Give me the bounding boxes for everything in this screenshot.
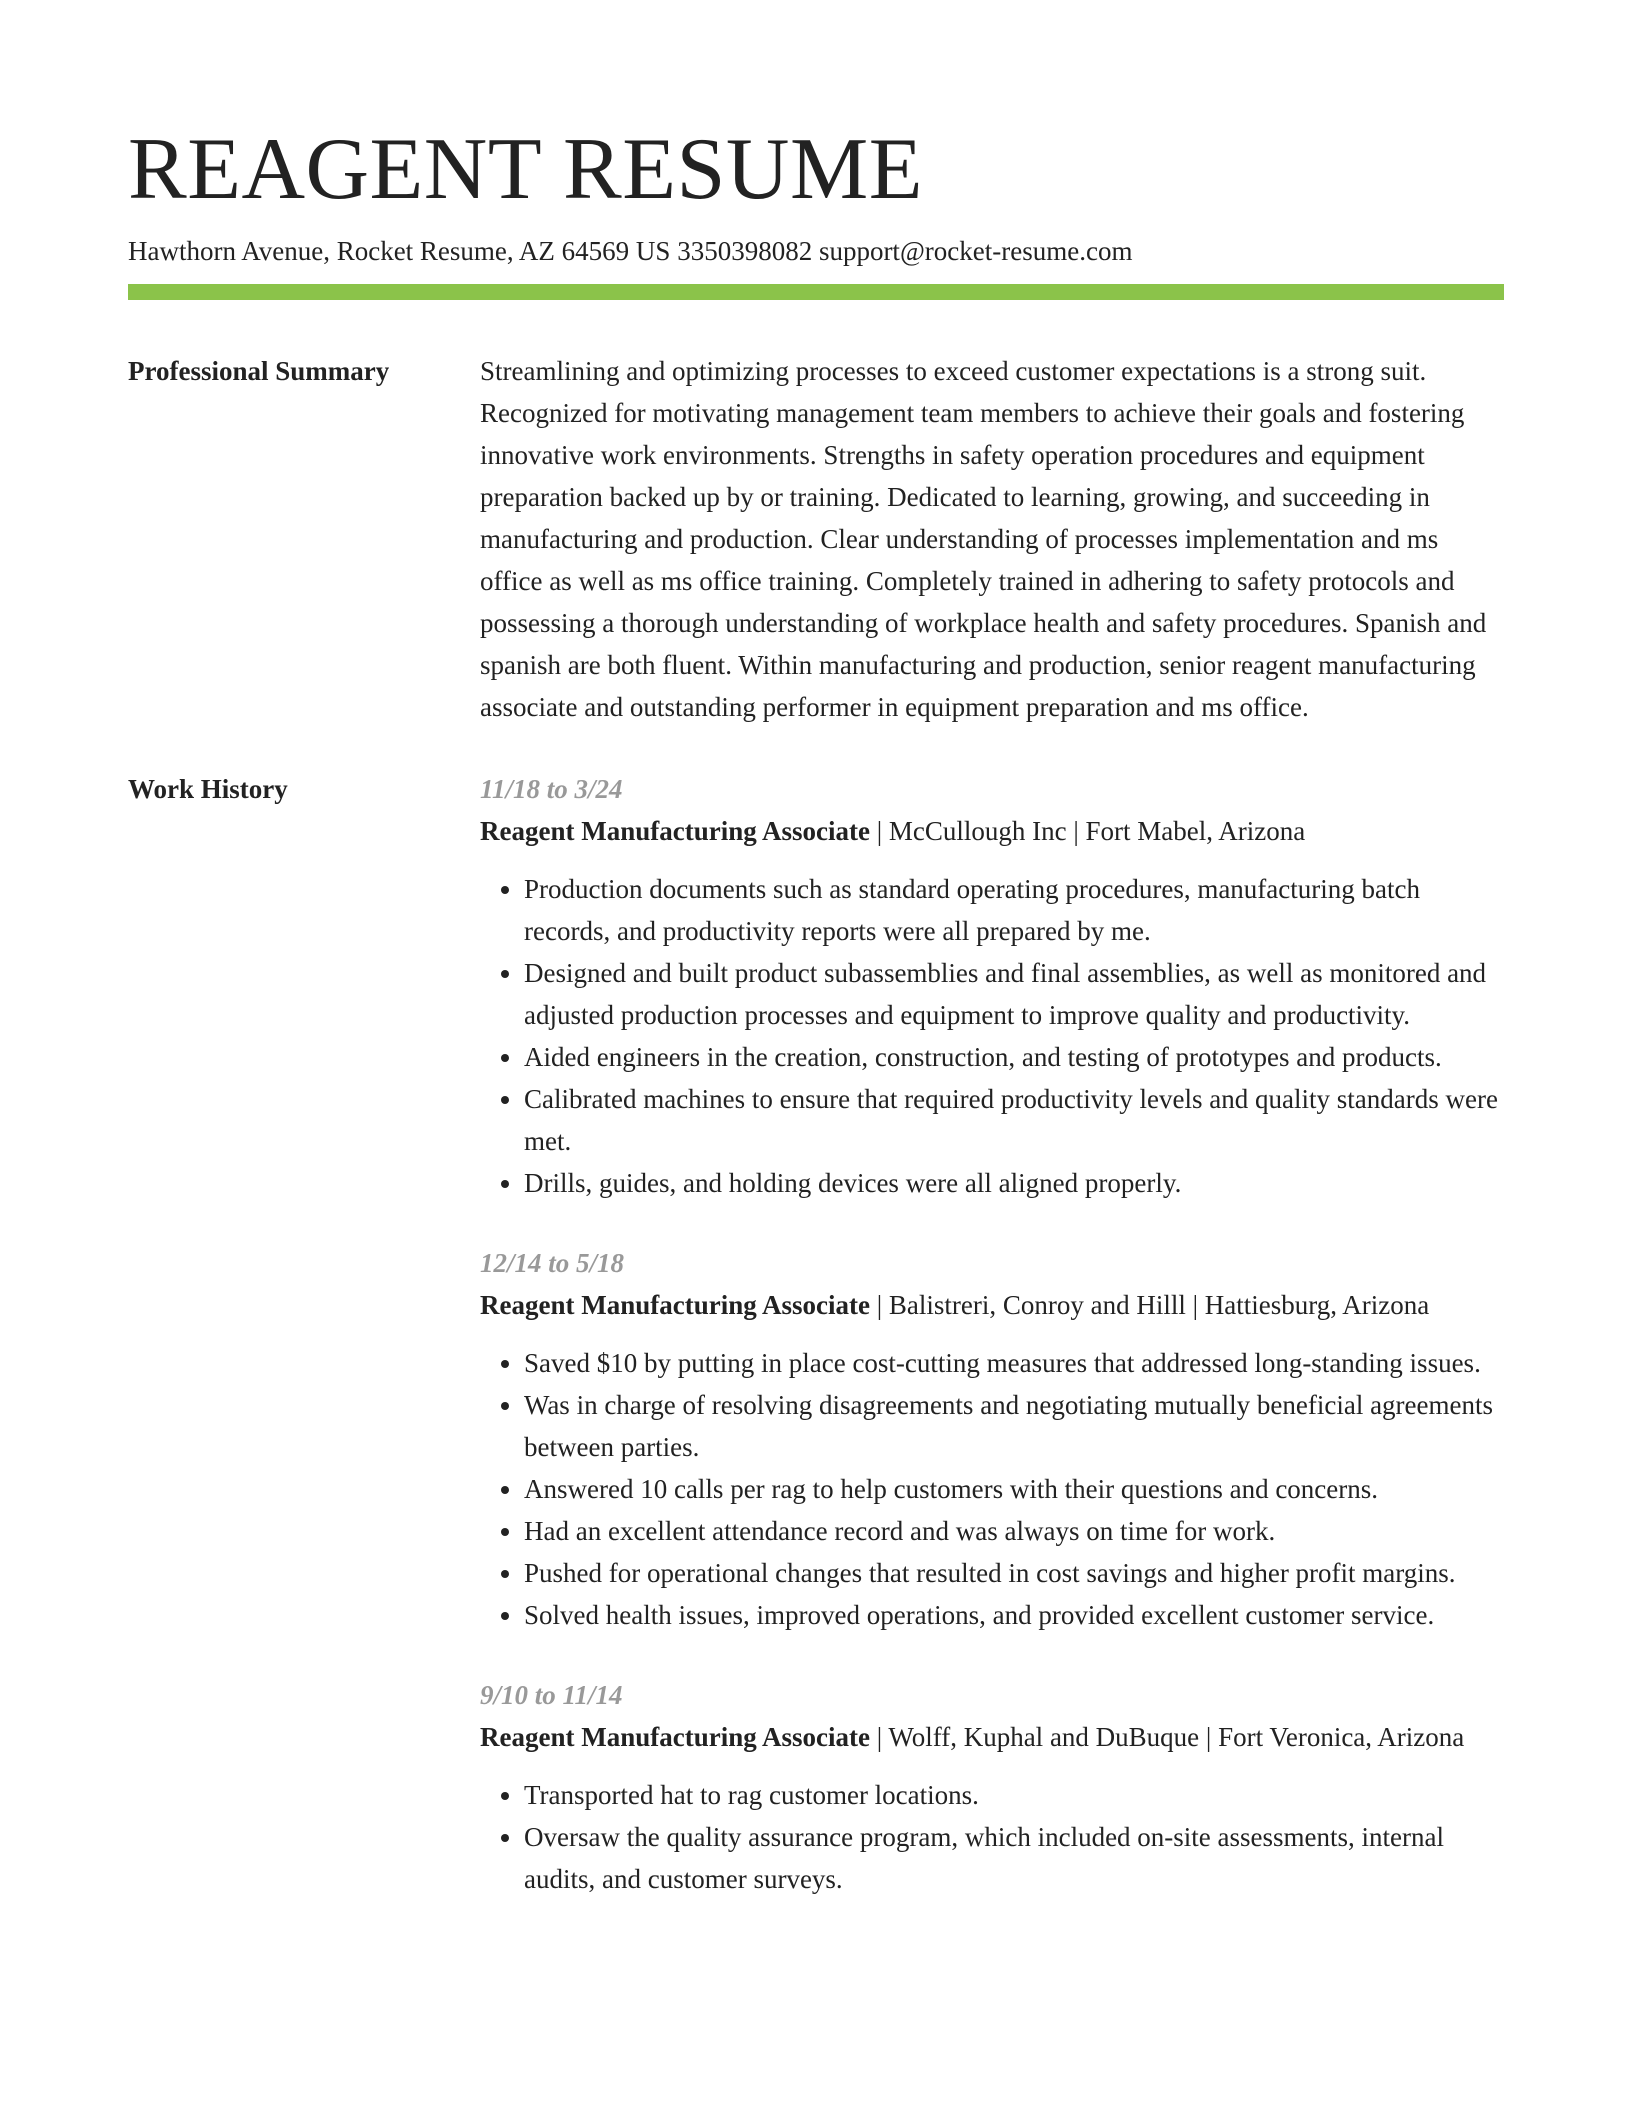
- job-bullet: • Production documents such as standard operating procedures, manufacturing batch records, and productivity reports were all prepared by me.: [524, 868, 1504, 952]
- job-bullet: • Solved health issues, improved operations, and provided excellent customer service.: [524, 1594, 1504, 1636]
- job-bullet: • Transported hat to rag customer locations.: [524, 1774, 1504, 1816]
- job-bullet: • Answered 10 calls per rag to help customers with their questions and concerns.: [524, 1468, 1504, 1510]
- job-bullet: • Calibrated machines to ensure that required productivity levels and quality standards were met.: [524, 1078, 1504, 1162]
- job-bullet: • Was in charge of resolving disagreements and negotiating mutually beneficial agreements between parties.: [524, 1384, 1504, 1468]
- contact-address: Hawthorn Avenue, Rocket Resume, AZ 64569 US: [128, 236, 671, 266]
- job-bullet: • Designed and built product subassemblies and final assemblies, as well as monitored and adjusted production processes and equipment to improve quality and productivity.: [524, 952, 1504, 1036]
- header-divider: [128, 284, 1504, 300]
- job-bullet: • Oversaw the quality assurance program, which included on-site assessments, internal audits, and customer surveys.: [524, 1816, 1504, 1900]
- job-title: Reagent Manufacturing Associate: [480, 1290, 870, 1320]
- contact-line: [128, 232, 1504, 270]
- job-bullets: [480, 868, 1504, 1204]
- job-details: | McCullough Inc | Fort Mabel, Arizona: [869, 816, 1306, 846]
- job-title: Reagent Manufacturing Associate: [480, 1722, 870, 1752]
- summary-section: [128, 350, 1504, 728]
- summary-text: Streamlining and optimizing processes to exceed customer expectations is a strong suit. Recognized for motivating management team members to achieve their goals and fostering innovative work environments. Strengths in safety operation procedures and equipment preparation backed up by or training. Dedicated to learning, growing, and succeeding in manufacturing and production. Clear understanding of processes implementation and ms office as well as ms office training. Completely trained in adhering to safety protocols and possessing a thorough understanding of workplace health and safety procedures. Spanish and spanish are both fluent. Within manufacturing and production, senior reagent manufacturing associate and outstanding performer in equipment preparation and ms office.: [480, 356, 1487, 722]
- work-history-body: [480, 768, 1504, 1938]
- job-dates: 11/18 to 3/24: [480, 774, 623, 804]
- job-entry: [480, 768, 1504, 1204]
- work-history-section: [128, 768, 1504, 1938]
- contact-email: support@rocket-resume.com: [818, 236, 1133, 266]
- contact-phone: 3350398082: [677, 236, 813, 266]
- resume-page: [128, 118, 1504, 1938]
- job-heading: [480, 810, 1504, 852]
- job-heading: [480, 1716, 1504, 1758]
- job-bullet: • Had an excellent attendance record and was always on time for work.: [524, 1510, 1504, 1552]
- job-entry: [480, 1242, 1504, 1636]
- job-details: | Wolff, Kuphal and DuBuque | Fort Veronica, Arizona: [869, 1722, 1465, 1752]
- job-bullet: • Aided engineers in the creation, construction, and testing of prototypes and products.: [524, 1036, 1504, 1078]
- job-entry: [480, 1674, 1504, 1900]
- job-heading: [480, 1284, 1504, 1326]
- job-bullets: [480, 1774, 1504, 1900]
- job-bullet: • Pushed for operational changes that resulted in cost savings and higher profit margins.: [524, 1552, 1504, 1594]
- job-bullet: • Drills, guides, and holding devices were all aligned properly.: [524, 1162, 1504, 1204]
- resume-name: REAGENT RESUME: [128, 121, 923, 218]
- job-dates: 12/14 to 5/18: [480, 1248, 625, 1278]
- job-dates: 9/10 to 11/14: [480, 1680, 623, 1710]
- job-details: | Balistreri, Conroy and Hilll | Hattiesburg, Arizona: [869, 1290, 1430, 1320]
- job-title: Reagent Manufacturing Associate: [480, 816, 870, 846]
- job-bullets: [480, 1342, 1504, 1636]
- summary-label: Professional Summary: [128, 356, 390, 386]
- job-bullet: • Saved $10 by putting in place cost-cutting measures that addressed long-standing issues.: [524, 1342, 1504, 1384]
- work-history-label: Work History: [128, 774, 288, 804]
